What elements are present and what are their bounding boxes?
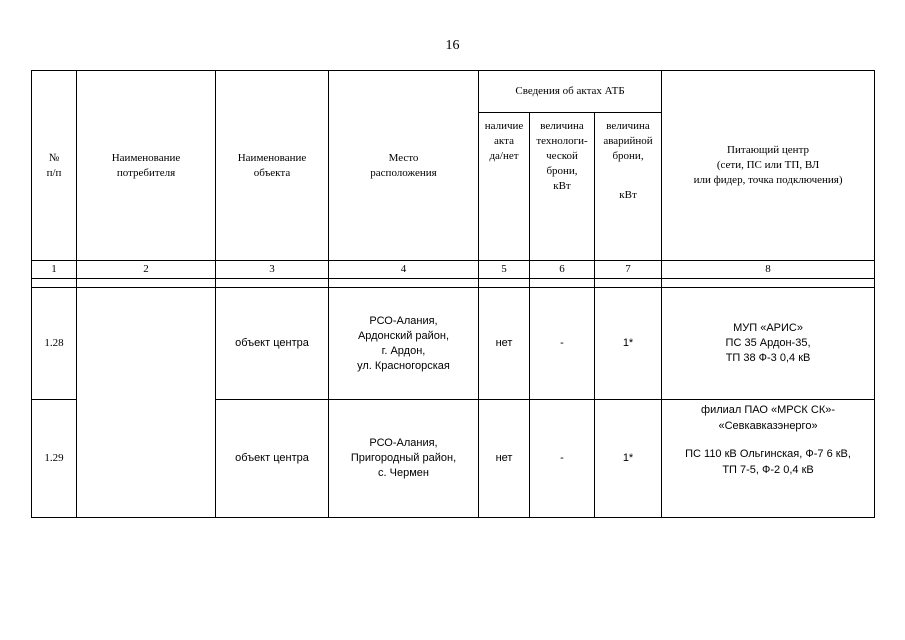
column-number-7: 7 <box>595 261 662 279</box>
location-line: г. Ардон, <box>381 344 426 357</box>
column-number-6: 6 <box>530 261 595 279</box>
column-number-4: 4 <box>329 261 479 279</box>
location-line: с. Чермен <box>378 467 429 479</box>
location-cell <box>329 400 479 518</box>
column-number-1: 1 <box>32 261 77 279</box>
emergency-reserve-cell: 1* <box>595 400 662 518</box>
header-act-line3: да/нет <box>489 150 519 162</box>
header-emergency-line1: величина <box>606 120 650 132</box>
header-atb-group: Сведения об актах АТБ <box>479 71 662 113</box>
header-power-center-line1: Питающий центр <box>727 144 810 156</box>
header-emergency-line2: аварийной <box>603 135 653 147</box>
header-consumer-line2: потребителя <box>116 166 176 179</box>
table-row <box>32 288 875 400</box>
header-consumer <box>77 71 216 261</box>
emergency-reserve-cell: 1* <box>595 288 662 400</box>
header-location <box>329 71 479 261</box>
header-tech-line3: ческой <box>546 150 578 162</box>
spacer-row <box>32 279 875 288</box>
header-act-line2: акта <box>494 135 514 147</box>
header-tech-line4: брони, <box>546 165 578 177</box>
column-number-3: 3 <box>216 261 329 279</box>
location-line: РСО-Алания, <box>369 314 438 327</box>
power-center-line: ПС 110 кВ Ольгинская, Ф-7 6 кВ, <box>685 448 851 460</box>
page-number: 16 <box>445 38 460 53</box>
header-tech-reserve <box>530 113 595 261</box>
header-number <box>32 71 77 261</box>
header-tech-line5: кВт <box>553 180 571 192</box>
header-power-center-line3: или фидер, точка подключения) <box>693 174 843 186</box>
column-number-2: 2 <box>77 261 216 279</box>
header-location-line2: расположения <box>370 166 437 179</box>
object-cell: объект центра <box>216 400 329 518</box>
column-numbers-row <box>32 261 875 279</box>
header-number-label: п/п <box>46 166 62 179</box>
consumer-cell <box>77 288 216 518</box>
header-emergency-line3: брони, <box>612 150 644 162</box>
power-center-line: «Севкавказэнерго» <box>718 420 818 432</box>
column-number-5: 5 <box>479 261 530 279</box>
object-cell: объект центра <box>216 288 329 400</box>
tech-reserve-cell: - <box>530 288 595 400</box>
location-line: ул. Красногорская <box>357 359 450 372</box>
header-object <box>216 71 329 261</box>
row-number: 1.28 <box>32 288 77 400</box>
header-object-line2: объекта <box>253 166 291 179</box>
header-power-center <box>662 71 875 261</box>
power-center-line: филиал ПАО «МРСК СК»- <box>701 404 836 416</box>
location-line: Ардонский район, <box>357 329 450 342</box>
header-power-center-line2: (сети, ПС или ТП, ВЛ <box>716 159 820 171</box>
header-consumer-line1: Наименование <box>111 151 181 164</box>
power-center-line: ТП 7-5, Ф-2 0,4 кВ <box>722 464 814 476</box>
header-act-line1: наличие <box>484 120 524 132</box>
column-number-8: 8 <box>662 261 875 279</box>
header-tech-line1: величина <box>540 120 584 132</box>
header-emergency-line4: кВт <box>619 189 637 201</box>
power-center-line: ТП 38 Ф-3 0,4 кВ <box>725 352 811 364</box>
header-number-sign: № <box>48 151 60 164</box>
header-tech-line2: технологи- <box>536 135 588 147</box>
header-object-line1: Наименование <box>237 151 307 164</box>
row-number: 1.29 <box>32 400 77 518</box>
header-act <box>479 113 530 261</box>
location-cell <box>329 288 479 400</box>
power-center-cell <box>662 288 875 400</box>
act-cell: нет <box>479 288 530 400</box>
power-center-cell <box>662 400 875 518</box>
header-location-line1: Место <box>388 151 419 164</box>
atb-table <box>31 70 875 518</box>
location-line: РСО-Алания, <box>369 437 438 449</box>
power-center-line: ПС 35 Ардон-35, <box>725 337 811 349</box>
header-emergency-reserve <box>595 113 662 261</box>
location-line: Пригородный район, <box>350 452 457 464</box>
act-cell: нет <box>479 400 530 518</box>
tech-reserve-cell: - <box>530 400 595 518</box>
power-center-line: МУП «АРИС» <box>733 322 803 334</box>
